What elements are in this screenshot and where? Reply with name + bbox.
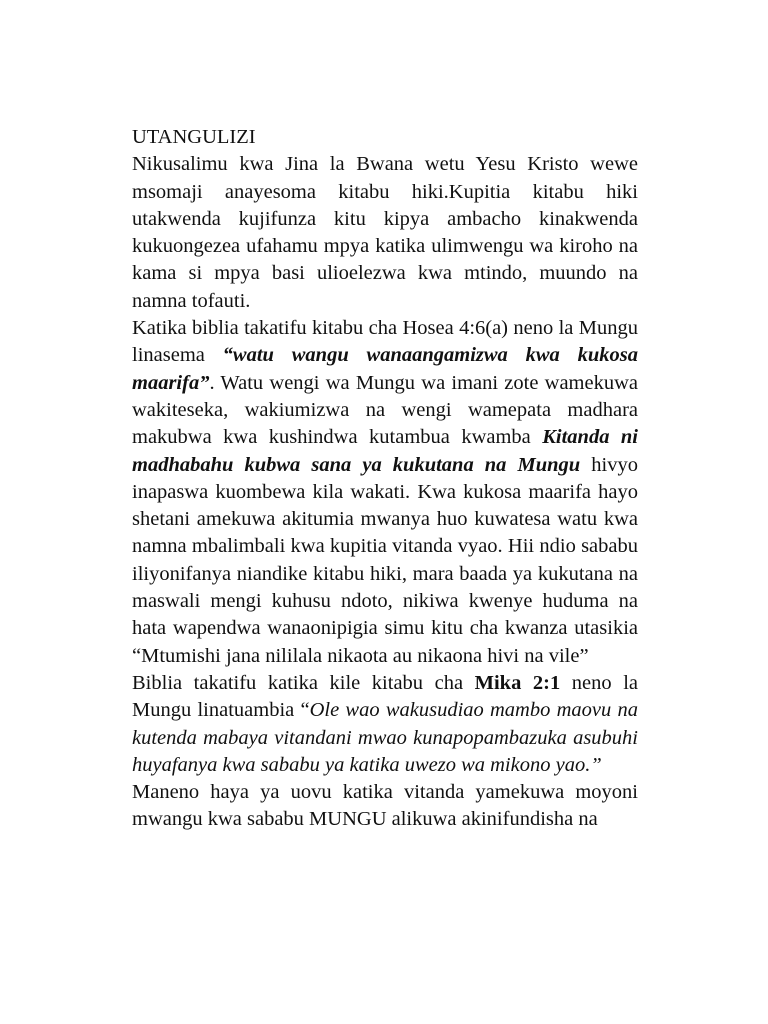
paragraph-hosea-rest: hivyo inapaswa kuombewa kila wakati. Kwa kukosa maarifa hayo shetani amekuwa akitumia mwanya huo kuwatesa watu kwa namna mbalimbali kwa kupitia vitanda vyao. Hii ndio sababu iliyonifanya niandike kitabu hiki, mara baada ya kukutana na maswali mengi kuhusu ndoto, nikiwa kwenye huduma na hata wapendwa wanaonipigia simu kitu cha kwanza utasikia “Mtumishi jana nililala nikaota au nikaona hivi na vile”	[132, 453, 639, 667]
paragraph-mika	[132, 670, 638, 779]
paragraph-mika-body: neno la Mungu linatuambia “	[132, 671, 638, 722]
document-page	[132, 124, 638, 834]
mika-quote: Ole wao wakusudiao mambo maovu na kutenda mabaya vitandani mwao kunapopambazuka asubuhi huyafanya kwa sababu ya katika uwezo wa mikono yao.”	[132, 699, 638, 776]
section-heading: UTANGULIZI	[132, 126, 256, 148]
paragraph-greeting: Nikusalimu kwa Jina la Bwana wetu Yesu Kristo wewe msomaji anayesoma kitabu hiki.Kupitia kitabu hiki utakwenda kujifunza kitu kipya ambacho kinakwenda kukuongezea ufahamu mpya katika ulimwengu wa kiroho na kama si mpya basi ulioelezwa kwa mtindo, muundo na namna tofauti.	[132, 153, 638, 312]
hosea-quote: “watu wangu wanaangamizwa kwa kukosa maarifa”	[132, 344, 638, 394]
mika-reference: Mika 2:1	[474, 671, 561, 694]
paragraph-hosea-body: . Watu wengi wa Mungu wa imani zote wamekuwa wakiteseka, wakiumizwa na wengi wamepata madhara makubwa kwa kushindwa kutambua kwamba	[132, 371, 638, 449]
paragraph-mika-intro: Biblia takatifu katika kile kitabu cha	[132, 671, 475, 694]
paragraph-hosea	[132, 315, 638, 670]
bed-altar-emphasis: Kitanda ni madhabahu kubwa sana ya kukutana na Mungu	[132, 426, 638, 476]
paragraph-hosea-intro: Katika biblia takatifu kitabu cha Hosea 4:6(a) neno la Mungu linasema	[132, 317, 638, 367]
paragraph-closing: Maneno haya ya uovu katika vitanda yamekuwa moyoni mwangu kwa sababu MUNGU alikuwa akinifundisha na	[132, 781, 638, 831]
